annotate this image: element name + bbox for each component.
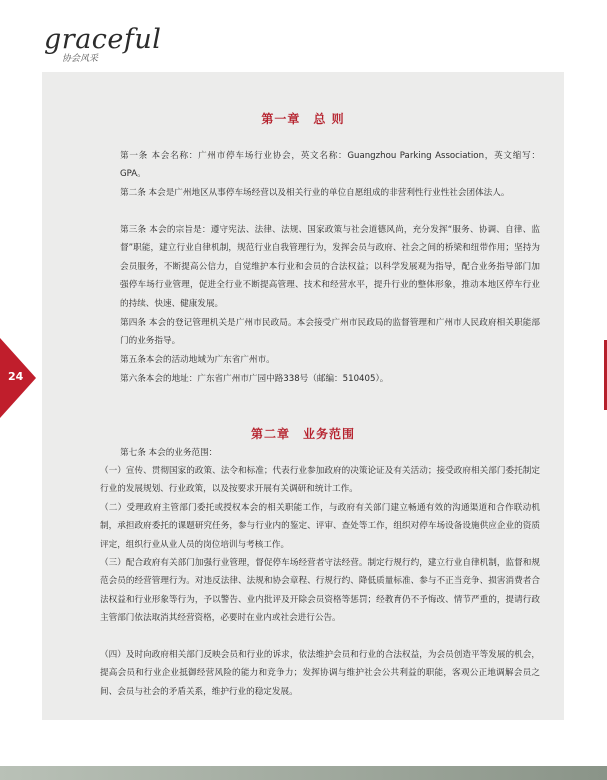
article-3: 第三条 本会的宗旨是：遵守宪法、法律、法规、国家政策与社会道德风尚，充分发挥“服务、协调、自律、监督”职能，建立行业自律机制，规范行业自我管理行为，发挥会员与政府、社会之间的桥梁和纽带作用；坚持为会员服务，不断提高公信力，自觉维护本行业和会员的合法权益；以科学发展观为指导，配合业务指导部门加强停车场行业管理，促进全行业不断提高管理、技术和经营水平，提升行业的整体形象，推动本地区停车行业的持续、快速、健康发展。 [120,225,540,309]
chapter-1-title: 第一章 总 则 [261,112,345,126]
article-6: 第六条本会的地址：广东省广州市广园中路338号（邮编：510405）。 [120,374,389,384]
scope-item-1: （一）宣传、贯彻国家的政策、法令和标准；代表行业参加政府的决策论证及有关活动；接受政府相关部门委托制定行业的发展规划、行业政策，以及按要求开展有关调研和统计工作。 [100,466,540,495]
page-number: 24 [8,370,24,383]
chapter-2-title: 第二章 业务范围 [250,427,355,441]
article-4: 第四条 本会的登记管理机关是广州市民政局。本会接受广州市民政局的监督管理和广州市人民政府相关职能部门的业务指导。 [120,318,540,347]
scope-item-3: （三）配合政府有关部门加强行业管理，督促停车场经营者守法经营。制定行规行约，建立行业自律机制，监督和规范会员的经营管理行为。对违反法律、法规和协会章程、行规行约、降低质量标准、参与不正当竞争、损害消费者合法权益和行业形象等行为，予以警告、业内批评及开除会员资格等惩罚；经教育仍不予悔改、情节严重的，提请行政主管部门依法取消其经营资格，必要时在业内或社会进行公告。 [100,558,540,624]
scope-item-2: （二）受理政府主管部门委托或授权本会的相关职能工作，与政府有关部门建立畅通有效的沟通渠道和合作联动机制，承担政府委托的课题研究任务，参与行业内的鉴定、评审、查处等工作，组织对停车场设备设施供应企业的资质评定，组织行业从业人员的岗位培训与考核工作。 [100,503,540,550]
article-7-intro: 第七条 本会的业务范围： [120,448,218,458]
logo-wordmark: graceful [44,24,162,55]
logo-subtitle: 协会风采 [62,54,99,64]
article-2: 第二条 本会是广州地区从事停车场经营以及相关行业的单位自愿组成的非营利性行业性社会团体法人。 [120,188,510,198]
article-5: 第五条本会的活动地域为广东省广州市。 [120,355,275,365]
brand-logo [44,26,161,64]
content-panel [42,72,564,720]
scope-item-4: （四）及时向政府相关部门反映会员和行业的诉求，依法维护会员和行业的合法权益，为会员创造平等发展的机会，提高会员和行业企业抵御经营风险的能力和竞争力；发挥协调与维护社会公共利益的职能，客观公正地调解会员之间、会员与社会的矛盾关系，维护行业的稳定发展。 [100,650,540,697]
article-1: 第一条 本会名称：广州市停车场行业协会，英文名称：Guangzhou Parking Association，英文缩写：GPA。 [120,151,540,180]
bottom-decorative-band [0,766,607,780]
